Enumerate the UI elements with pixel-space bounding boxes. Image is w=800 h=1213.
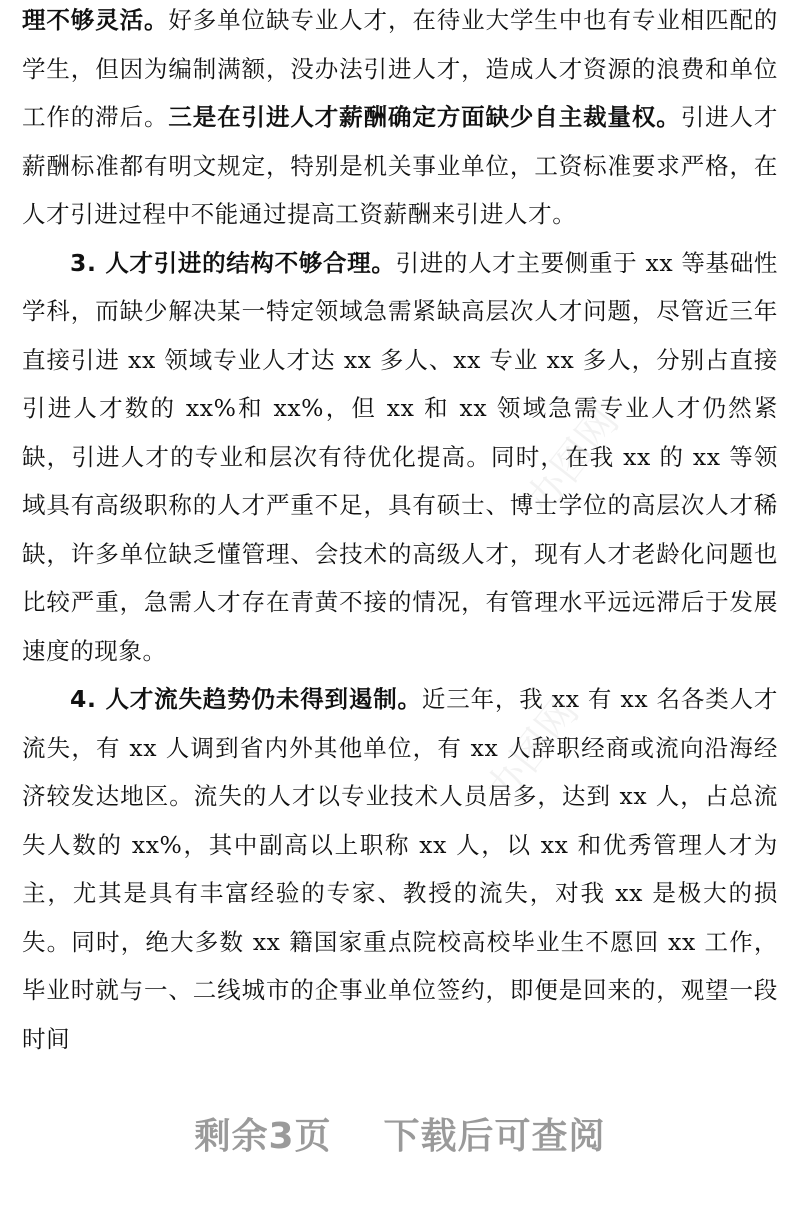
remaining-pages-label: 剩余3页: [194, 1116, 332, 1157]
bold-phrase: 理不够灵活。: [22, 6, 169, 34]
body-text: 引进的人才主要侧重于 xx 等基础性学科，而缺少解决某一特定领域急需紧缺高层次人才问题，尽管近三年直接引进 xx 领域专业人才达 xx 多人、xx 专业 xx 多人，分别占直接引进人才数的 xx%和 xx%，但 xx 和 xx 领域急需专业人才仍然紧缺，引进人才的专业和层次有待优化提高。同时，在我 xx 的 xx 等领域具有高级职称的人才严重不足，具有硕士、博士学位的高层次人才稀缺，许多单位缺乏懂管理、会技术的高级人才，现有人才老龄化问题也比较严重，急需人才存在青黄不接的情况，有管理水平远远滞后于发展速度的现象。: [22, 248, 778, 665]
paragraph-section-3: [22, 239, 778, 676]
watermark: 办图网: [517, 399, 628, 523]
download-to-view-label: 下载后可查阅: [383, 1116, 606, 1157]
paragraph-continued: [22, 0, 778, 239]
document-page: [22, 0, 778, 1063]
paragraph-section-4: [22, 675, 778, 1063]
bold-phrase: 三是在引进人才薪酬确定方面缺少自主裁量权。: [168, 103, 681, 131]
watermark: 办图网: [477, 689, 588, 813]
download-prompt[interactable]: [0, 1108, 800, 1159]
section-heading: 4. 人才流失趋势仍未得到遏制。: [70, 685, 422, 713]
body-text: 近三年，我 xx 有 xx 名各类人才流失，有 xx 人调到省内外其他单位，有 xx 人辞职经商或流向沿海经济较发达地区。流失的人才以专业技术人员居多，达到 xx 人，占总流失人数的 xx%，其中副高以上职称 xx 人，以 xx 和优秀管理人才为主，尤其是具有丰富经验的专家、教授的流失，对我 xx 是极大的损失。同时，绝大多数 xx 籍国家重点院校高校毕业生不愿回 xx 工作，毕业时就与一、二线城市的企事业单位签约，即便是回来的，观望一段时间: [22, 685, 779, 1053]
body-text: 好多单位缺专业人才，在待业大学生中也有专业相匹配的学生，但因为编制满额，没办法引进人才，造成人才资源的浪费和单位工作的滞后。: [22, 6, 779, 131]
section-heading: 3. 人才引进的结构不够合理。: [70, 248, 396, 277]
body-text: 引进人才薪酬标准都有明文规定，特别是机关事业单位，工资标准要求严格，在人才引进过程中不能通过提高工资薪酬来引进人才。: [22, 103, 778, 228]
